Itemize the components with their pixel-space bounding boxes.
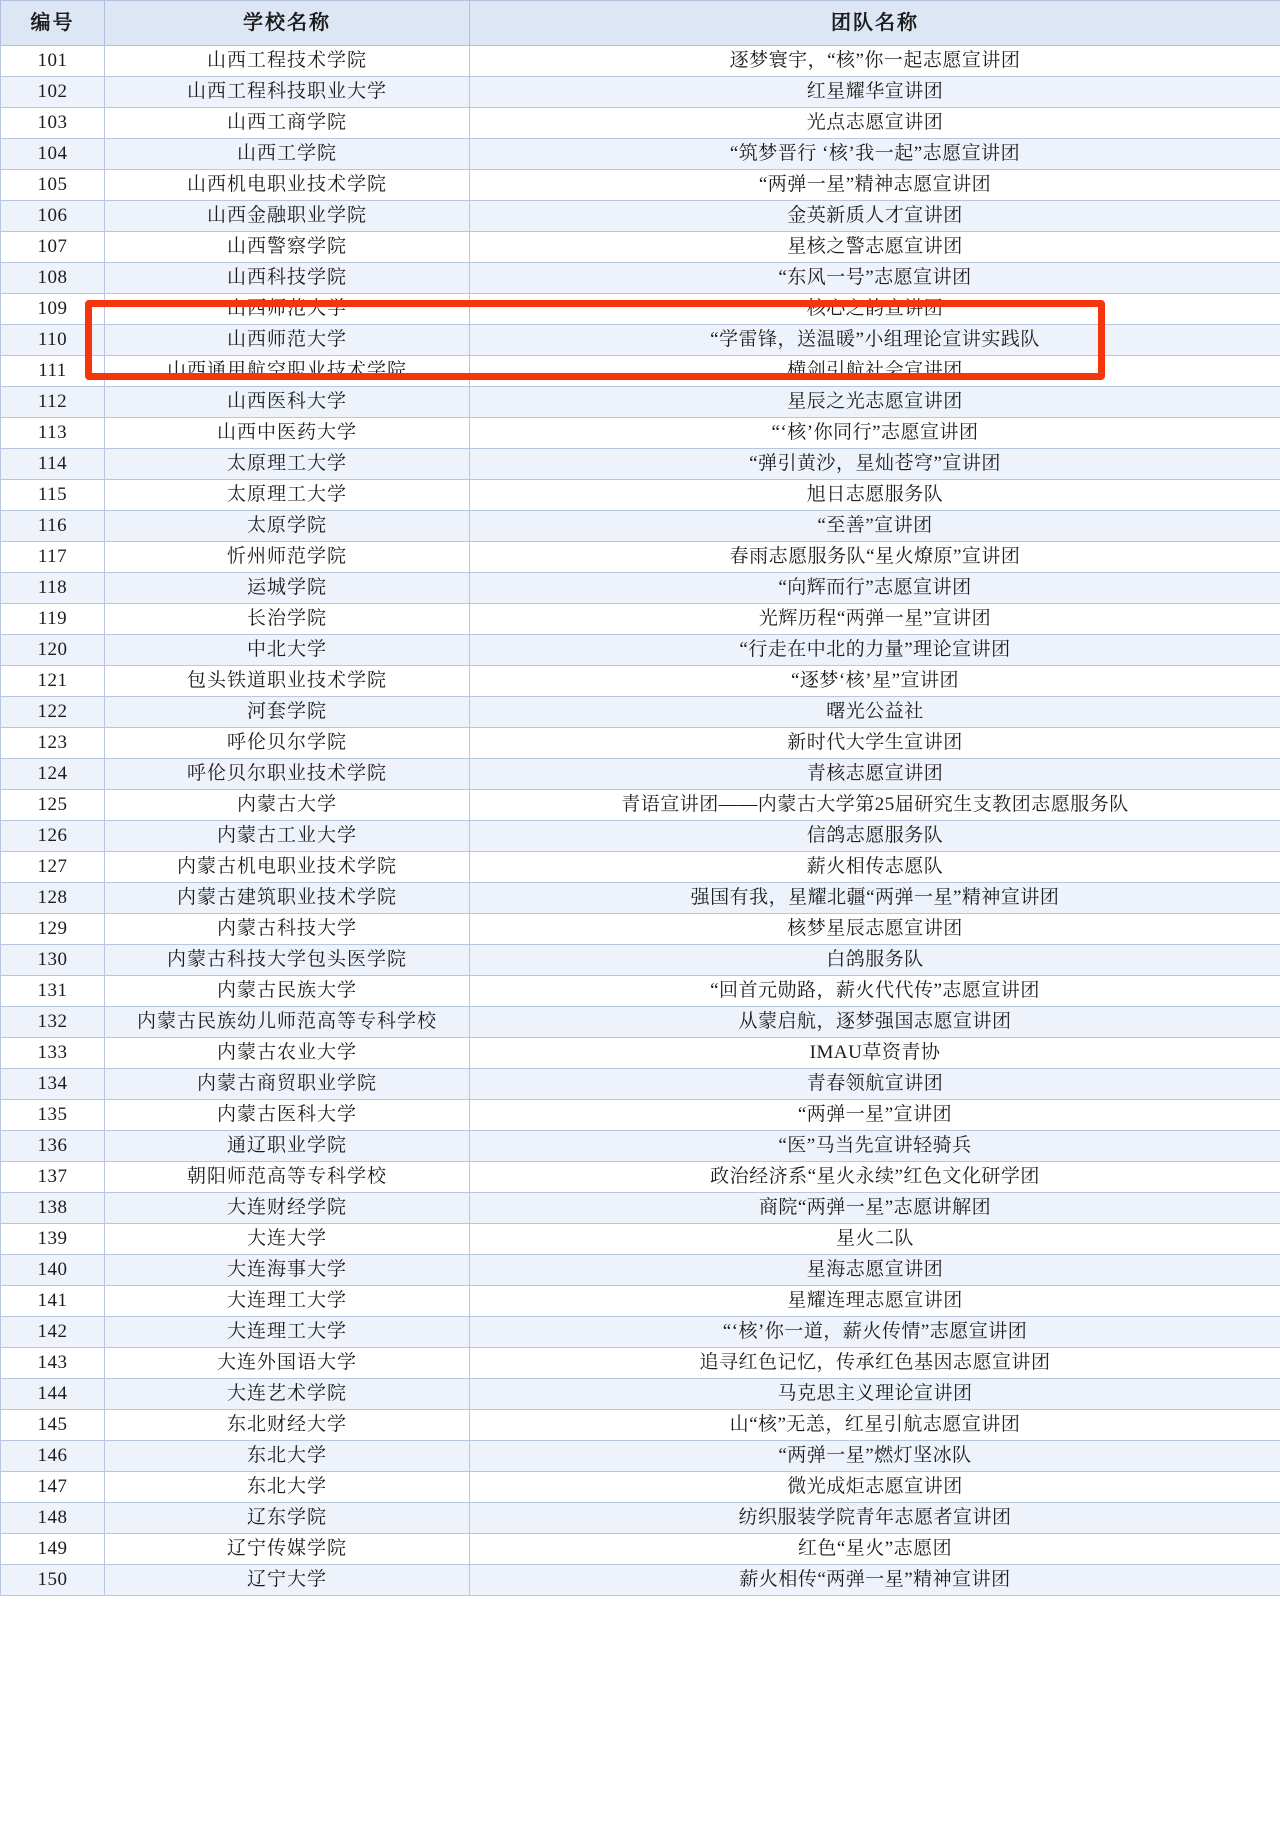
cell-id: 105: [1, 170, 105, 201]
table-row: [1, 635, 1280, 666]
cell-id: 133: [1, 1038, 105, 1069]
cell-id: 150: [1, 1565, 105, 1596]
cell-team-name: 春雨志愿服务队“星火燎原”宣讲团: [470, 542, 1280, 573]
cell-school-name: 大连理工大学: [105, 1286, 470, 1317]
cell-school-name: 山西警察学院: [105, 232, 470, 263]
cell-team-name: 核梦星辰志愿宣讲团: [470, 914, 1280, 945]
cell-team-name: 星辰之光志愿宣讲团: [470, 387, 1280, 418]
cell-school-name: 东北财经大学: [105, 1410, 470, 1441]
cell-id: 136: [1, 1131, 105, 1162]
cell-team-name: 曙光公益社: [470, 697, 1280, 728]
cell-team-name: “逐梦‘核’星”宣讲团: [470, 666, 1280, 697]
cell-school-name: 通辽职业学院: [105, 1131, 470, 1162]
table-row: [1, 294, 1280, 325]
cell-school-name: 太原理工大学: [105, 449, 470, 480]
cell-school-name: 运城学院: [105, 573, 470, 604]
cell-id: 112: [1, 387, 105, 418]
table-row: [1, 480, 1280, 511]
cell-school-name: 内蒙古机电职业技术学院: [105, 852, 470, 883]
cell-school-name: 朝阳师范高等专科学校: [105, 1162, 470, 1193]
table-row: [1, 1379, 1280, 1410]
table-row: [1, 573, 1280, 604]
cell-school-name: 内蒙古商贸职业学院: [105, 1069, 470, 1100]
cell-id: 126: [1, 821, 105, 852]
cell-school-name: 山西师范大学: [105, 325, 470, 356]
cell-school-name: 大连财经学院: [105, 1193, 470, 1224]
cell-school-name: 中北大学: [105, 635, 470, 666]
cell-team-name: 星核之警志愿宣讲团: [470, 232, 1280, 263]
cell-id: 123: [1, 728, 105, 759]
table-row: [1, 449, 1280, 480]
cell-school-name: 山西中医药大学: [105, 418, 470, 449]
table-row: [1, 1472, 1280, 1503]
cell-id: 139: [1, 1224, 105, 1255]
cell-school-name: 山西工程技术学院: [105, 46, 470, 77]
cell-id: 117: [1, 542, 105, 573]
cell-id: 120: [1, 635, 105, 666]
cell-school-name: 内蒙古民族大学: [105, 976, 470, 1007]
cell-id: 146: [1, 1441, 105, 1472]
table-row: [1, 1255, 1280, 1286]
cell-school-name: 大连海事大学: [105, 1255, 470, 1286]
table-row: [1, 108, 1280, 139]
table-row: [1, 604, 1280, 635]
cell-id: 142: [1, 1317, 105, 1348]
cell-school-name: 内蒙古民族幼儿师范高等专科学校: [105, 1007, 470, 1038]
cell-id: 118: [1, 573, 105, 604]
cell-school-name: 长治学院: [105, 604, 470, 635]
table-row: [1, 852, 1280, 883]
cell-school-name: 内蒙古工业大学: [105, 821, 470, 852]
cell-team-name: 山“核”无恙，红星引航志愿宣讲团: [470, 1410, 1280, 1441]
table-row: [1, 325, 1280, 356]
cell-team-name: IMAU草资青协: [470, 1038, 1280, 1069]
cell-id: 135: [1, 1100, 105, 1131]
cell-team-name: “向辉而行”志愿宣讲团: [470, 573, 1280, 604]
cell-school-name: 山西机电职业技术学院: [105, 170, 470, 201]
cell-team-name: 强国有我，星耀北疆“两弹一星”精神宣讲团: [470, 883, 1280, 914]
table-row: [1, 1534, 1280, 1565]
cell-id: 138: [1, 1193, 105, 1224]
column-header-id: 编号: [1, 1, 105, 46]
cell-team-name: “医”马当先宣讲轻骑兵: [470, 1131, 1280, 1162]
cell-id: 113: [1, 418, 105, 449]
cell-school-name: 内蒙古农业大学: [105, 1038, 470, 1069]
table-row: [1, 697, 1280, 728]
cell-school-name: 辽宁大学: [105, 1565, 470, 1596]
cell-team-name: “两弹一星”燃灯坚冰队: [470, 1441, 1280, 1472]
table-row: [1, 46, 1280, 77]
table-row: [1, 1069, 1280, 1100]
table-row: [1, 1348, 1280, 1379]
cell-team-name: “回首元勋路，薪火代代传”志愿宣讲团: [470, 976, 1280, 1007]
cell-team-name: “学雷锋，送温暖”小组理论宣讲实践队: [470, 325, 1280, 356]
cell-team-name: 白鸽服务队: [470, 945, 1280, 976]
cell-id: 143: [1, 1348, 105, 1379]
cell-team-name: 光辉历程“两弹一星”宣讲团: [470, 604, 1280, 635]
column-header-team: 团队名称: [470, 1, 1280, 46]
table-row: [1, 201, 1280, 232]
cell-id: 122: [1, 697, 105, 728]
cell-school-name: 大连艺术学院: [105, 1379, 470, 1410]
cell-school-name: 大连大学: [105, 1224, 470, 1255]
cell-school-name: 太原学院: [105, 511, 470, 542]
cell-team-name: “两弹一星”宣讲团: [470, 1100, 1280, 1131]
table-row: [1, 1503, 1280, 1534]
cell-school-name: 忻州师范学院: [105, 542, 470, 573]
table-row: [1, 1224, 1280, 1255]
cell-id: 140: [1, 1255, 105, 1286]
table-row: [1, 945, 1280, 976]
cell-team-name: 微光成炬志愿宣讲团: [470, 1472, 1280, 1503]
cell-team-name: 纺织服装学院青年志愿者宣讲团: [470, 1503, 1280, 1534]
cell-id: 129: [1, 914, 105, 945]
cell-id: 121: [1, 666, 105, 697]
cell-id: 104: [1, 139, 105, 170]
table-row: [1, 1131, 1280, 1162]
cell-id: 107: [1, 232, 105, 263]
cell-team-name: 青核志愿宣讲团: [470, 759, 1280, 790]
table-row: [1, 1441, 1280, 1472]
cell-team-name: 从蒙启航，逐梦强国志愿宣讲团: [470, 1007, 1280, 1038]
cell-id: 147: [1, 1472, 105, 1503]
cell-id: 128: [1, 883, 105, 914]
table-row: [1, 1193, 1280, 1224]
cell-id: 125: [1, 790, 105, 821]
cell-team-name: 薪火相传“两弹一星”精神宣讲团: [470, 1565, 1280, 1596]
column-header-school: 学校名称: [105, 1, 470, 46]
table-row: [1, 1410, 1280, 1441]
cell-school-name: 内蒙古建筑职业技术学院: [105, 883, 470, 914]
cell-team-name: 横剑引航社会宣讲团: [470, 356, 1280, 387]
cell-team-name: 追寻红色记忆，传承红色基因志愿宣讲团: [470, 1348, 1280, 1379]
table-row: [1, 759, 1280, 790]
cell-school-name: 山西通用航空职业技术学院: [105, 356, 470, 387]
cell-id: 148: [1, 1503, 105, 1534]
cell-id: 130: [1, 945, 105, 976]
cell-id: 109: [1, 294, 105, 325]
cell-team-name: 光点志愿宣讲团: [470, 108, 1280, 139]
cell-id: 115: [1, 480, 105, 511]
cell-team-name: 红色“星火”志愿团: [470, 1534, 1280, 1565]
cell-school-name: 东北大学: [105, 1472, 470, 1503]
table-row: [1, 418, 1280, 449]
cell-id: 149: [1, 1534, 105, 1565]
cell-school-name: 呼伦贝尔学院: [105, 728, 470, 759]
table-row: [1, 1565, 1280, 1596]
cell-school-name: 包头铁道职业技术学院: [105, 666, 470, 697]
table-row: [1, 1317, 1280, 1348]
table-row: [1, 263, 1280, 294]
cell-team-name: 信鸽志愿服务队: [470, 821, 1280, 852]
cell-id: 119: [1, 604, 105, 635]
table-body: [1, 46, 1280, 1596]
table-row: [1, 1007, 1280, 1038]
table-row: [1, 1286, 1280, 1317]
cell-team-name: 青春领航宣讲团: [470, 1069, 1280, 1100]
cell-team-name: 商院“两弹一星”志愿讲解团: [470, 1193, 1280, 1224]
cell-team-name: 星耀连理志愿宣讲团: [470, 1286, 1280, 1317]
cell-id: 110: [1, 325, 105, 356]
table-row: [1, 790, 1280, 821]
cell-school-name: 东北大学: [105, 1441, 470, 1472]
cell-school-name: 大连外国语大学: [105, 1348, 470, 1379]
cell-id: 106: [1, 201, 105, 232]
cell-id: 127: [1, 852, 105, 883]
cell-id: 141: [1, 1286, 105, 1317]
cell-team-name: “‘核’你一道，薪火传情”志愿宣讲团: [470, 1317, 1280, 1348]
cell-id: 101: [1, 46, 105, 77]
table-row: [1, 511, 1280, 542]
cell-id: 134: [1, 1069, 105, 1100]
cell-school-name: 山西科技学院: [105, 263, 470, 294]
cell-school-name: 山西工程科技职业大学: [105, 77, 470, 108]
cell-team-name: 政治经济系“星火永续”红色文化研学团: [470, 1162, 1280, 1193]
table-row: [1, 666, 1280, 697]
cell-school-name: 山西工学院: [105, 139, 470, 170]
cell-team-name: 薪火相传志愿队: [470, 852, 1280, 883]
cell-id: 124: [1, 759, 105, 790]
cell-school-name: 山西金融职业学院: [105, 201, 470, 232]
cell-team-name: 新时代大学生宣讲团: [470, 728, 1280, 759]
cell-id: 114: [1, 449, 105, 480]
cell-school-name: 太原理工大学: [105, 480, 470, 511]
cell-team-name: 马克思主义理论宣讲团: [470, 1379, 1280, 1410]
cell-team-name: 逐梦寰宇，“核”你一起志愿宣讲团: [470, 46, 1280, 77]
cell-team-name: “至善”宣讲团: [470, 511, 1280, 542]
table-header-row: [1, 1, 1280, 46]
cell-school-name: 山西工商学院: [105, 108, 470, 139]
cell-team-name: 核心之韵宣讲团: [470, 294, 1280, 325]
cell-school-name: 辽宁传媒学院: [105, 1534, 470, 1565]
table-row: [1, 170, 1280, 201]
cell-school-name: 内蒙古大学: [105, 790, 470, 821]
table-row: [1, 77, 1280, 108]
cell-id: 102: [1, 77, 105, 108]
cell-team-name: 星火二队: [470, 1224, 1280, 1255]
cell-school-name: 内蒙古医科大学: [105, 1100, 470, 1131]
cell-id: 103: [1, 108, 105, 139]
cell-team-name: 红星耀华宣讲团: [470, 77, 1280, 108]
cell-team-name: “筑梦晋行 ‘核’我一起”志愿宣讲团: [470, 139, 1280, 170]
table-row: [1, 356, 1280, 387]
cell-team-name: 星海志愿宣讲团: [470, 1255, 1280, 1286]
cell-id: 131: [1, 976, 105, 1007]
cell-school-name: 大连理工大学: [105, 1317, 470, 1348]
cell-team-name: “弹引黄沙，星灿苍穹”宣讲团: [470, 449, 1280, 480]
cell-id: 111: [1, 356, 105, 387]
table-row: [1, 1038, 1280, 1069]
table-row: [1, 139, 1280, 170]
cell-team-name: “行走在中北的力量”理论宣讲团: [470, 635, 1280, 666]
cell-team-name: 青语宣讲团——内蒙古大学第25届研究生支教团志愿服务队: [470, 790, 1280, 821]
cell-school-name: 山西师范大学: [105, 294, 470, 325]
cell-id: 144: [1, 1379, 105, 1410]
table-row: [1, 914, 1280, 945]
table-row: [1, 728, 1280, 759]
cell-school-name: 河套学院: [105, 697, 470, 728]
table-row: [1, 883, 1280, 914]
table-row: [1, 821, 1280, 852]
cell-team-name: “‘核’你同行”志愿宣讲团: [470, 418, 1280, 449]
cell-school-name: 内蒙古科技大学包头医学院: [105, 945, 470, 976]
table-row: [1, 976, 1280, 1007]
table-row: [1, 387, 1280, 418]
cell-id: 108: [1, 263, 105, 294]
cell-id: 137: [1, 1162, 105, 1193]
cell-team-name: “两弹一星”精神志愿宣讲团: [470, 170, 1280, 201]
cell-school-name: 呼伦贝尔职业技术学院: [105, 759, 470, 790]
table-row: [1, 542, 1280, 573]
table-row: [1, 1100, 1280, 1131]
cell-school-name: 辽东学院: [105, 1503, 470, 1534]
cell-team-name: “东风一号”志愿宣讲团: [470, 263, 1280, 294]
cell-id: 132: [1, 1007, 105, 1038]
cell-id: 145: [1, 1410, 105, 1441]
table-header: [1, 1, 1280, 46]
cell-team-name: 旭日志愿服务队: [470, 480, 1280, 511]
cell-team-name: 金英新质人才宣讲团: [470, 201, 1280, 232]
cell-school-name: 山西医科大学: [105, 387, 470, 418]
table-row: [1, 232, 1280, 263]
cell-school-name: 内蒙古科技大学: [105, 914, 470, 945]
cell-id: 116: [1, 511, 105, 542]
table-row: [1, 1162, 1280, 1193]
